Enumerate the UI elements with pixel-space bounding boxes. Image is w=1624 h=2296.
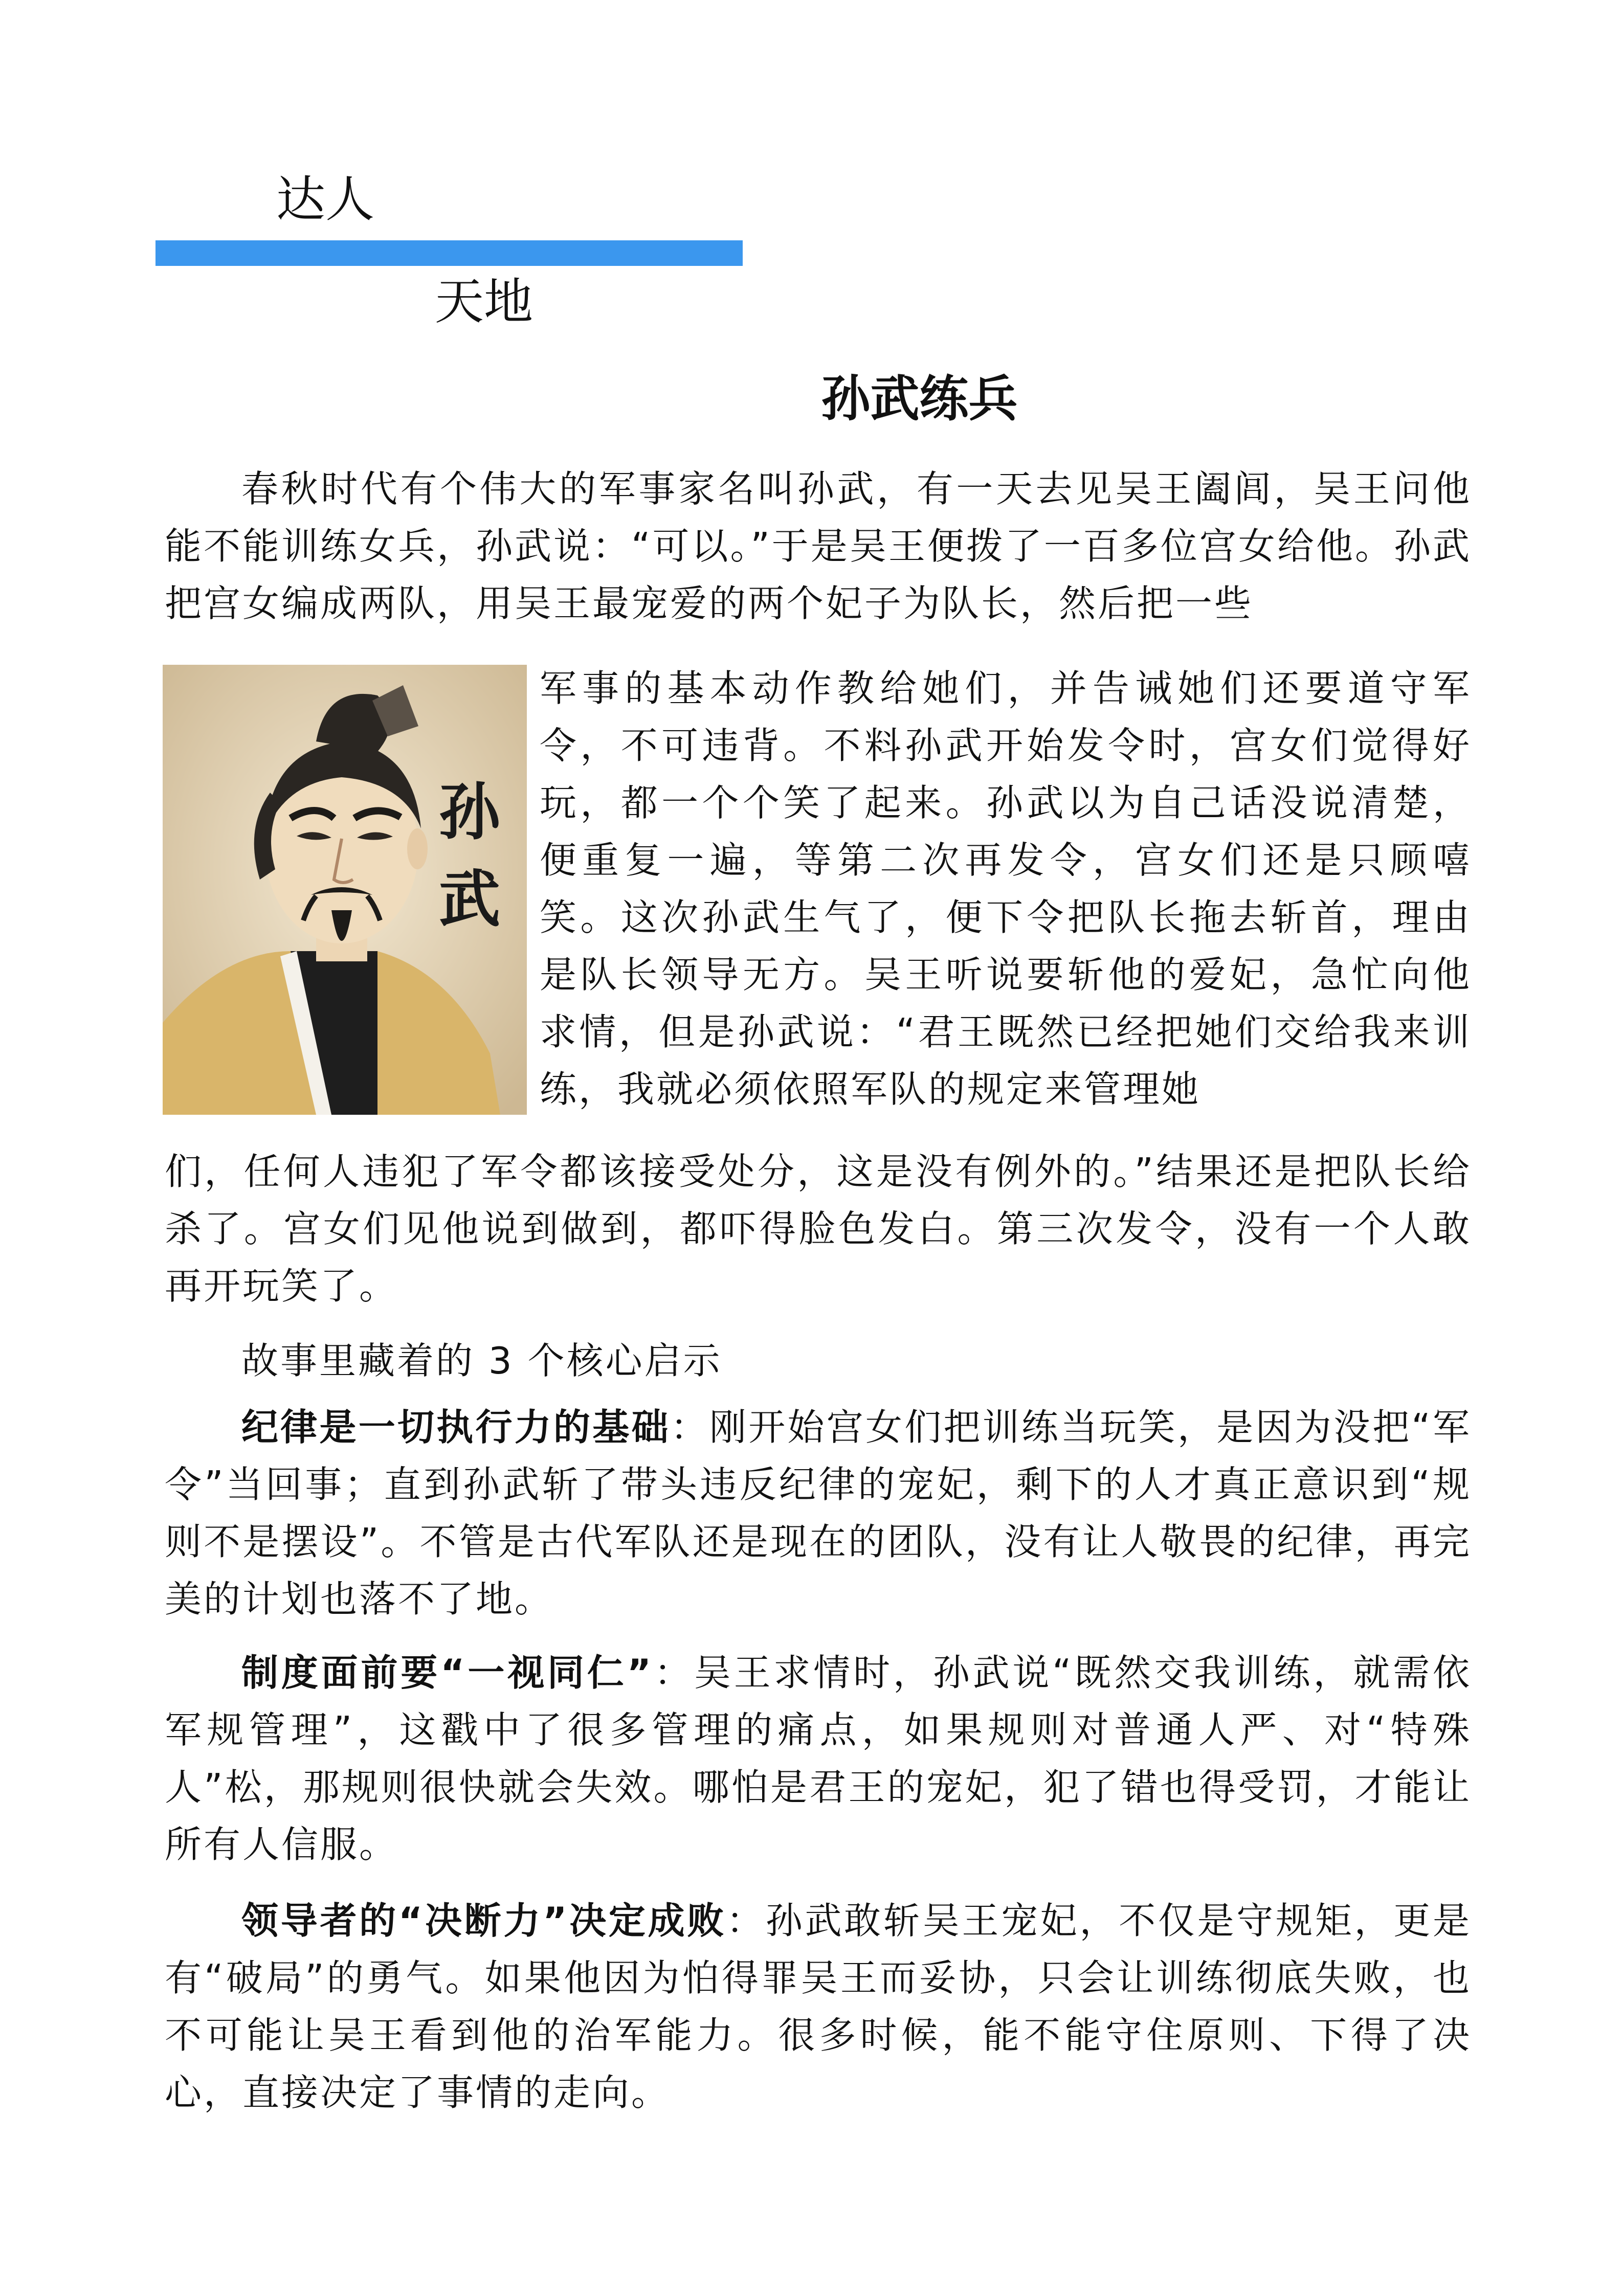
insight-2-body: ：吴王求情时，孙武说“既然交我训练，就需依军规管理”，这戳中了很多管理的痛点，如果规则对普通人严、对“特殊人”松，那规则很快就会失效。哪怕是君王的宠妃，犯了错也得受罚，才能让所有人信服。	[165, 1651, 1472, 1866]
section-title-secondary: 天地	[435, 273, 533, 330]
insight-paragraph-3	[165, 1892, 1472, 2121]
insight-3-lead: 领导者的“决断力”决定成败	[241, 1899, 727, 1942]
article-title: 孙武练兵	[821, 370, 1018, 427]
insight-3-body: ：孙武敢斩吴王宠妃，不仅是守规矩，更是有“破局”的勇气。如果他因为怕得罪吴王而妥协，只会让训练彻底失败，也不可能让吴王看到他的治军能力。很多时候，能不能守住原则、下得了决心，直接决定了事情的走向。	[165, 1899, 1472, 2114]
sun-wu-portrait	[163, 665, 527, 1115]
portrait-caption-char-1: 孙	[439, 776, 500, 848]
insight-paragraph-2	[165, 1644, 1472, 1873]
insight-1-lead: 纪律是一切执行力的基础	[241, 1406, 671, 1449]
insight-paragraph-1	[165, 1399, 1472, 1628]
intro-paragraph-part-2: 军事的基本动作教给她们，并告诫她们还要道守军令，不可违背。不料孙武开始发令时，宫女们觉得好玩，都一个个笑了起来。孙武以为自己话没说清楚，便重复一遍，等第二次再发令，宫女们还是只顾嘻笑。这次孙武生气了，便下令把队长拖去斩首，理由是队长领导无方。吴王听说要斩他的爱妃，急忙向他求情，但是孙武说：“君王既然已经把她们交给我来训练，我就必须依照军队的规定来管理她	[540, 667, 1472, 1111]
insights-heading: 故事里藏着的 3 个核心启示	[241, 1339, 722, 1382]
section-accent-bar	[155, 240, 743, 266]
insight-1-body: ：刚开始宫女们把训练当玩笑，是因为没把“军令”当回事；直到孙武斩了带头违反纪律的宠妃，剩下的人才真正意识到“规则不是摆设”。不管是古代军队还是现在的团队，没有让人敬畏的纪律，再完美的计划也落不了地。	[165, 1406, 1472, 1620]
intro-paragraph-part-1: 春秋时代有个伟大的军事家名叫孙武，有一天去见吴王阖闾，吴王问他能不能训练女兵，孙武说：“可以。”于是吴王便拨了一百多位宫女给他。孙武把宫女编成两队，用吴王最宠爱的两个妃子为队长，然后把一些	[165, 467, 1472, 625]
section-title-primary: 达人	[276, 171, 374, 228]
portrait-caption-char-2: 武	[439, 863, 500, 935]
intro-paragraph-part-3: 们，任何人违犯了军令都该接受处分，这是没有例外的。”结果还是把队长给杀了。宫女们见他说到做到，都吓得脸色发白。第三次发令，没有一个人敢再开玩笑了。	[165, 1150, 1472, 1308]
insight-2-lead: 制度面前要“一视同仁”	[241, 1651, 654, 1694]
